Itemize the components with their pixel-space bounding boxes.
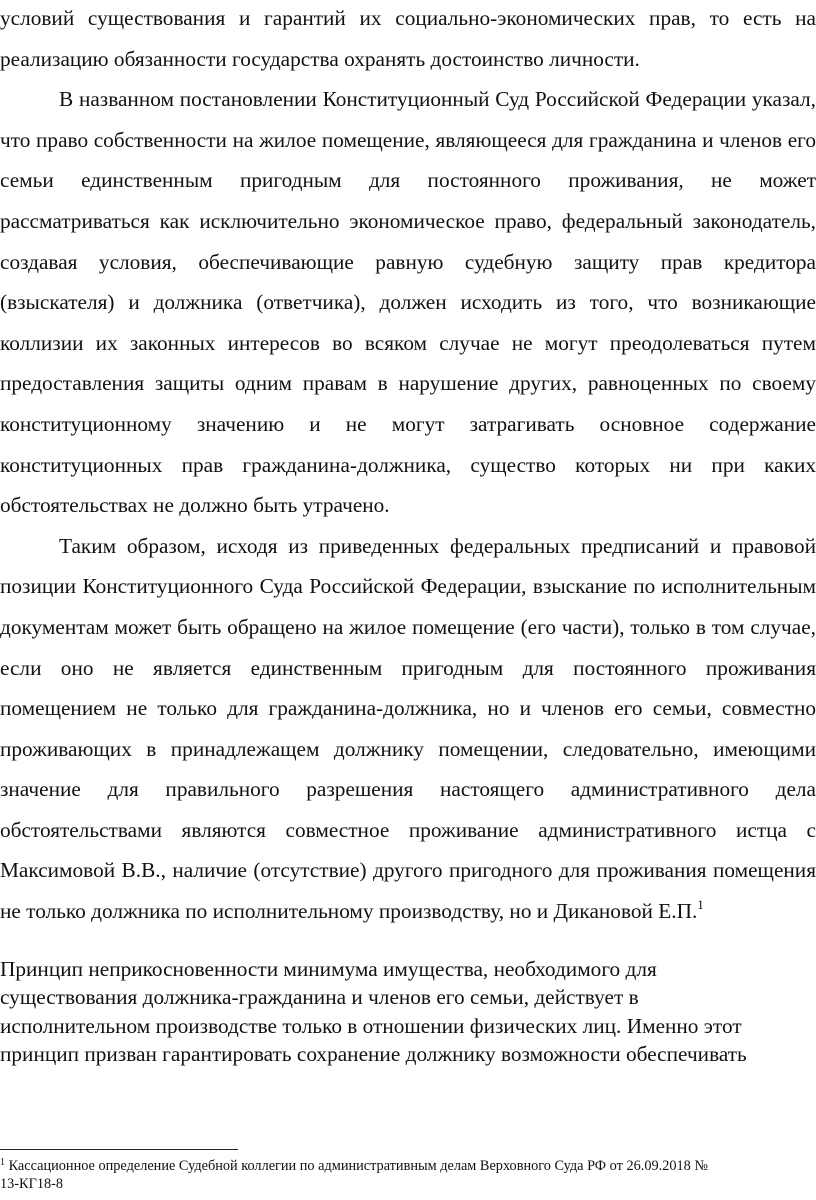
footnote-line: 13-КГ18-8 [0, 1176, 64, 1192]
plain-line: Принцип неприкосновенности минимума имущества, необходимого для [0, 957, 657, 981]
paragraph-constitutional-court: В названном постановлении Конституционный Суд Российской Федерации указал, что право собственности на жилое помещение, являющееся для гражданина и членов его семьи единственным пригодным для постоянного проживания, не может рассматриваться как исключительно экономическое право, федеральный законодатель, создавая условия, обеспечивающие равную судебную защиту прав кредитора (взыскателя) и должника (ответчика), должен исходить из того, что возникающие коллизии их законных интересов во всяком случае не могут преодолеваться путем предоставления защиты одним правам в нарушение других, равноценных по своему конституционному значению и не могут затрагивать основное содержание конституционных прав гражданина-должника, существо которых ни при каких обстоятельствах не должно быть утрачено. [0, 87, 816, 518]
plain-line: существования должника-гражданина и членов его семьи, действует в [0, 985, 639, 1010]
paragraph-conclusion-text: Таким образом, исходя из приведенных федеральных предписаний и правовой позиции Конституционного Суда Российской Федерации, взыскание по исполнительным документам может быть обращено на жилое помещение (его части), только в том случае, если оно не является единственным пригодным для постоянного проживания помещением не только для гражданина-должника, но и членов его семьи, совместно проживающих в принадлежащем должнику помещении, следовательно, имеющими значение для правильного разрешения настоящего административного дела обстоятельствами являются совместное проживание административного истца с Максимовой В.В., наличие (отсутствие) другого пригодного для проживания помещения не только должника по исполнительному производству, но и Дикановой Е.П. [0, 533, 816, 924]
plain-line: исполнительном производстве только в отношении физических лиц. Именно этот [0, 1013, 742, 1038]
footnote-line [0, 1157, 816, 1175]
footnote-reference: 1 [697, 897, 704, 913]
plain-line: принцип призван гарантировать сохранение должнику возможности обеспечивать [0, 1041, 747, 1066]
footnote-separator [0, 1149, 238, 1150]
footnote-number: 1 [0, 1157, 5, 1168]
paragraph-conclusion [0, 526, 816, 932]
plain-text-block [0, 955, 816, 1068]
footnote [0, 1157, 816, 1193]
paragraph-continuation: условий существования и гарантий их социально-экономических прав, то есть на реализацию обязанности государства охранять достоинство личности. [0, 6, 816, 71]
footnote-text: Кассационное определение Судебной коллегии по административным делам Верховного Суда РФ от 26.09.2018 № [8, 1158, 709, 1174]
